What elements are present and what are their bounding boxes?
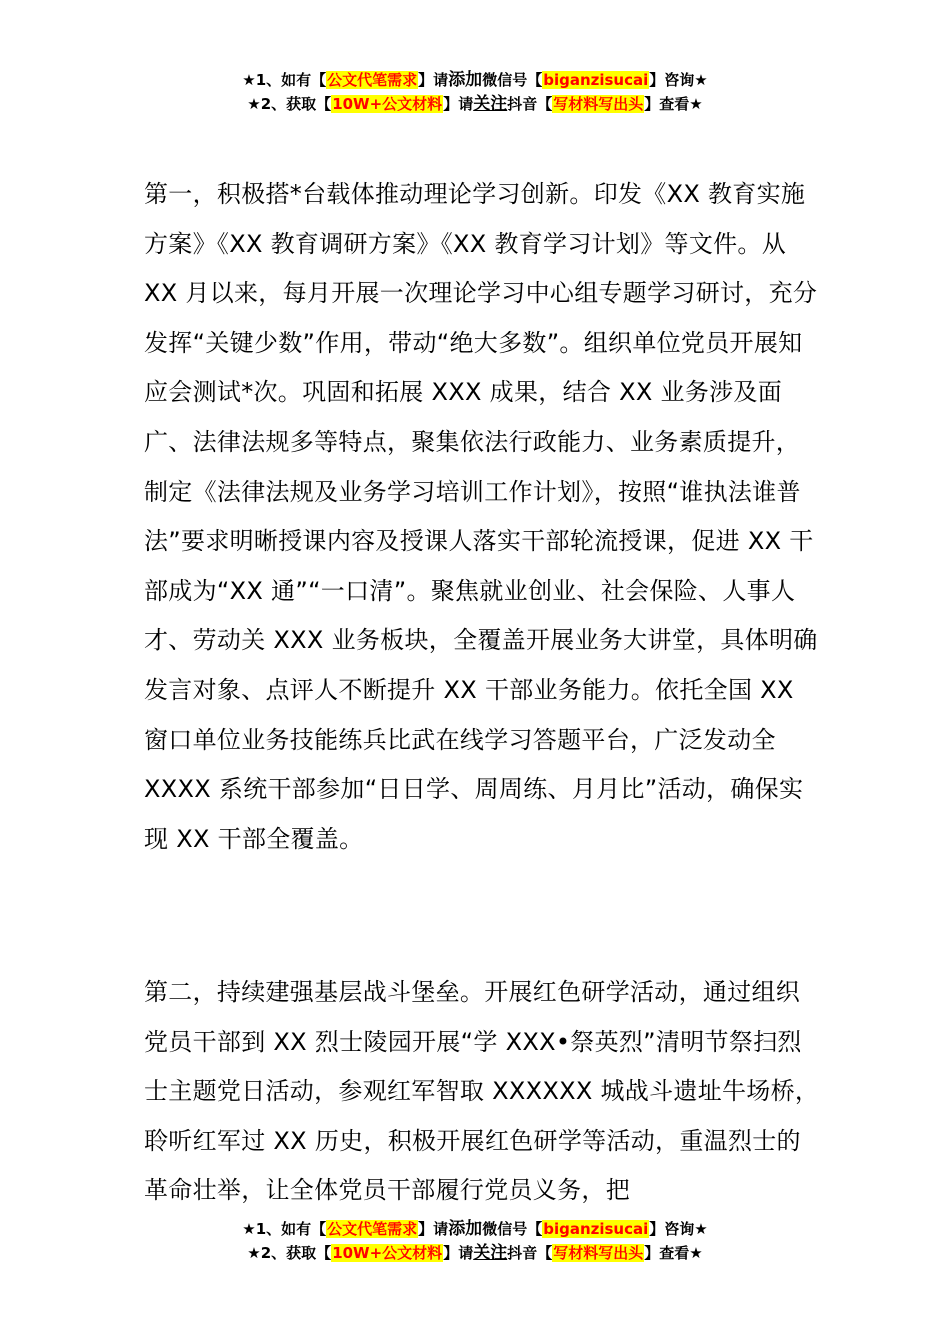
highlight-douyin-account: 写材料写出头 [553,1244,644,1262]
highlight-service: 公文代笔需求 [327,1220,418,1238]
highlight-wechat-id: biganzisucai [543,1220,649,1238]
highlight-materials: 10W+公文材料 [332,1244,443,1262]
header-banner [0,68,950,116]
footer-banner [0,1217,950,1265]
highlight-service: 公文代笔需求 [327,71,418,89]
paragraph-second: 第二，持续建强基层战斗堡垒。开展红色研学活动，通过组织党员干部到 XX 烈士陵园开展“学 XXX•祭英烈”清明节祭扫烈士主题党日活动，参观红军智取 XXXXXX 城战斗遗址牛场桥，聆听红军过 XX 历史，积极开展红色研学等活动，重温烈士的革命壮举，让全体党员干部履行党员义务，把 [144,978,820,1205]
highlight-materials: 10W+公文材料 [332,95,443,113]
highlight-wechat-id: biganzisucai [543,71,649,89]
banner-line-2: ★2、获取【10W+公文材料】请关注抖音【写材料写出头】查看★ [247,1243,703,1263]
paragraph-first: 第一，积极搭*台载体推动理论学习创新。印发《XX 教育实施方案》《XX 教育调研方案》《XX 教育学习计划》等文件。从 XX 月以来，每月开展一次理论学习中心组专题学习研讨，充分发挥“关键少数”作用，带动“绝大多数”。组织单位党员开展知应会测试*次。巩固和拓展 XXX 成果，结合 XX 业务涉及面广、法律法规多等特点，聚集依法行政能力、业务素质提升，制定《法律法规及业务学习培训工作计划》，按照“谁执法谁普法”要求明晰授课内容及授课人落实干部轮流授课，促进 XX 干部成为“XX 通”“一口清”。聚焦就业创业、社会保险、人事人才、劳动关 XXX 业务板块，全覆盖开展业务大讲堂，具体明确发言对象、点评人不断提升 XX 干部业务能力。依托全国 XX 窗口单位业务技能练兵比武在线学习答题平台，广泛发动全 XXXX 系统干部参加“日日学、周周练、月月比”活动，确保实现 XX 干部全覆盖。 [144,180,818,853]
banner-line-2: ★2、获取【10W+公文材料】请关注抖音【写材料写出头】查看★ [247,94,703,114]
banner-line-1: ★1、如有【公文代笔需求】请添加微信号【biganzisucai】咨询★ [242,1219,708,1239]
highlight-douyin-account: 写材料写出头 [553,95,644,113]
banner-line-1: ★1、如有【公文代笔需求】请添加微信号【biganzisucai】咨询★ [242,70,708,90]
